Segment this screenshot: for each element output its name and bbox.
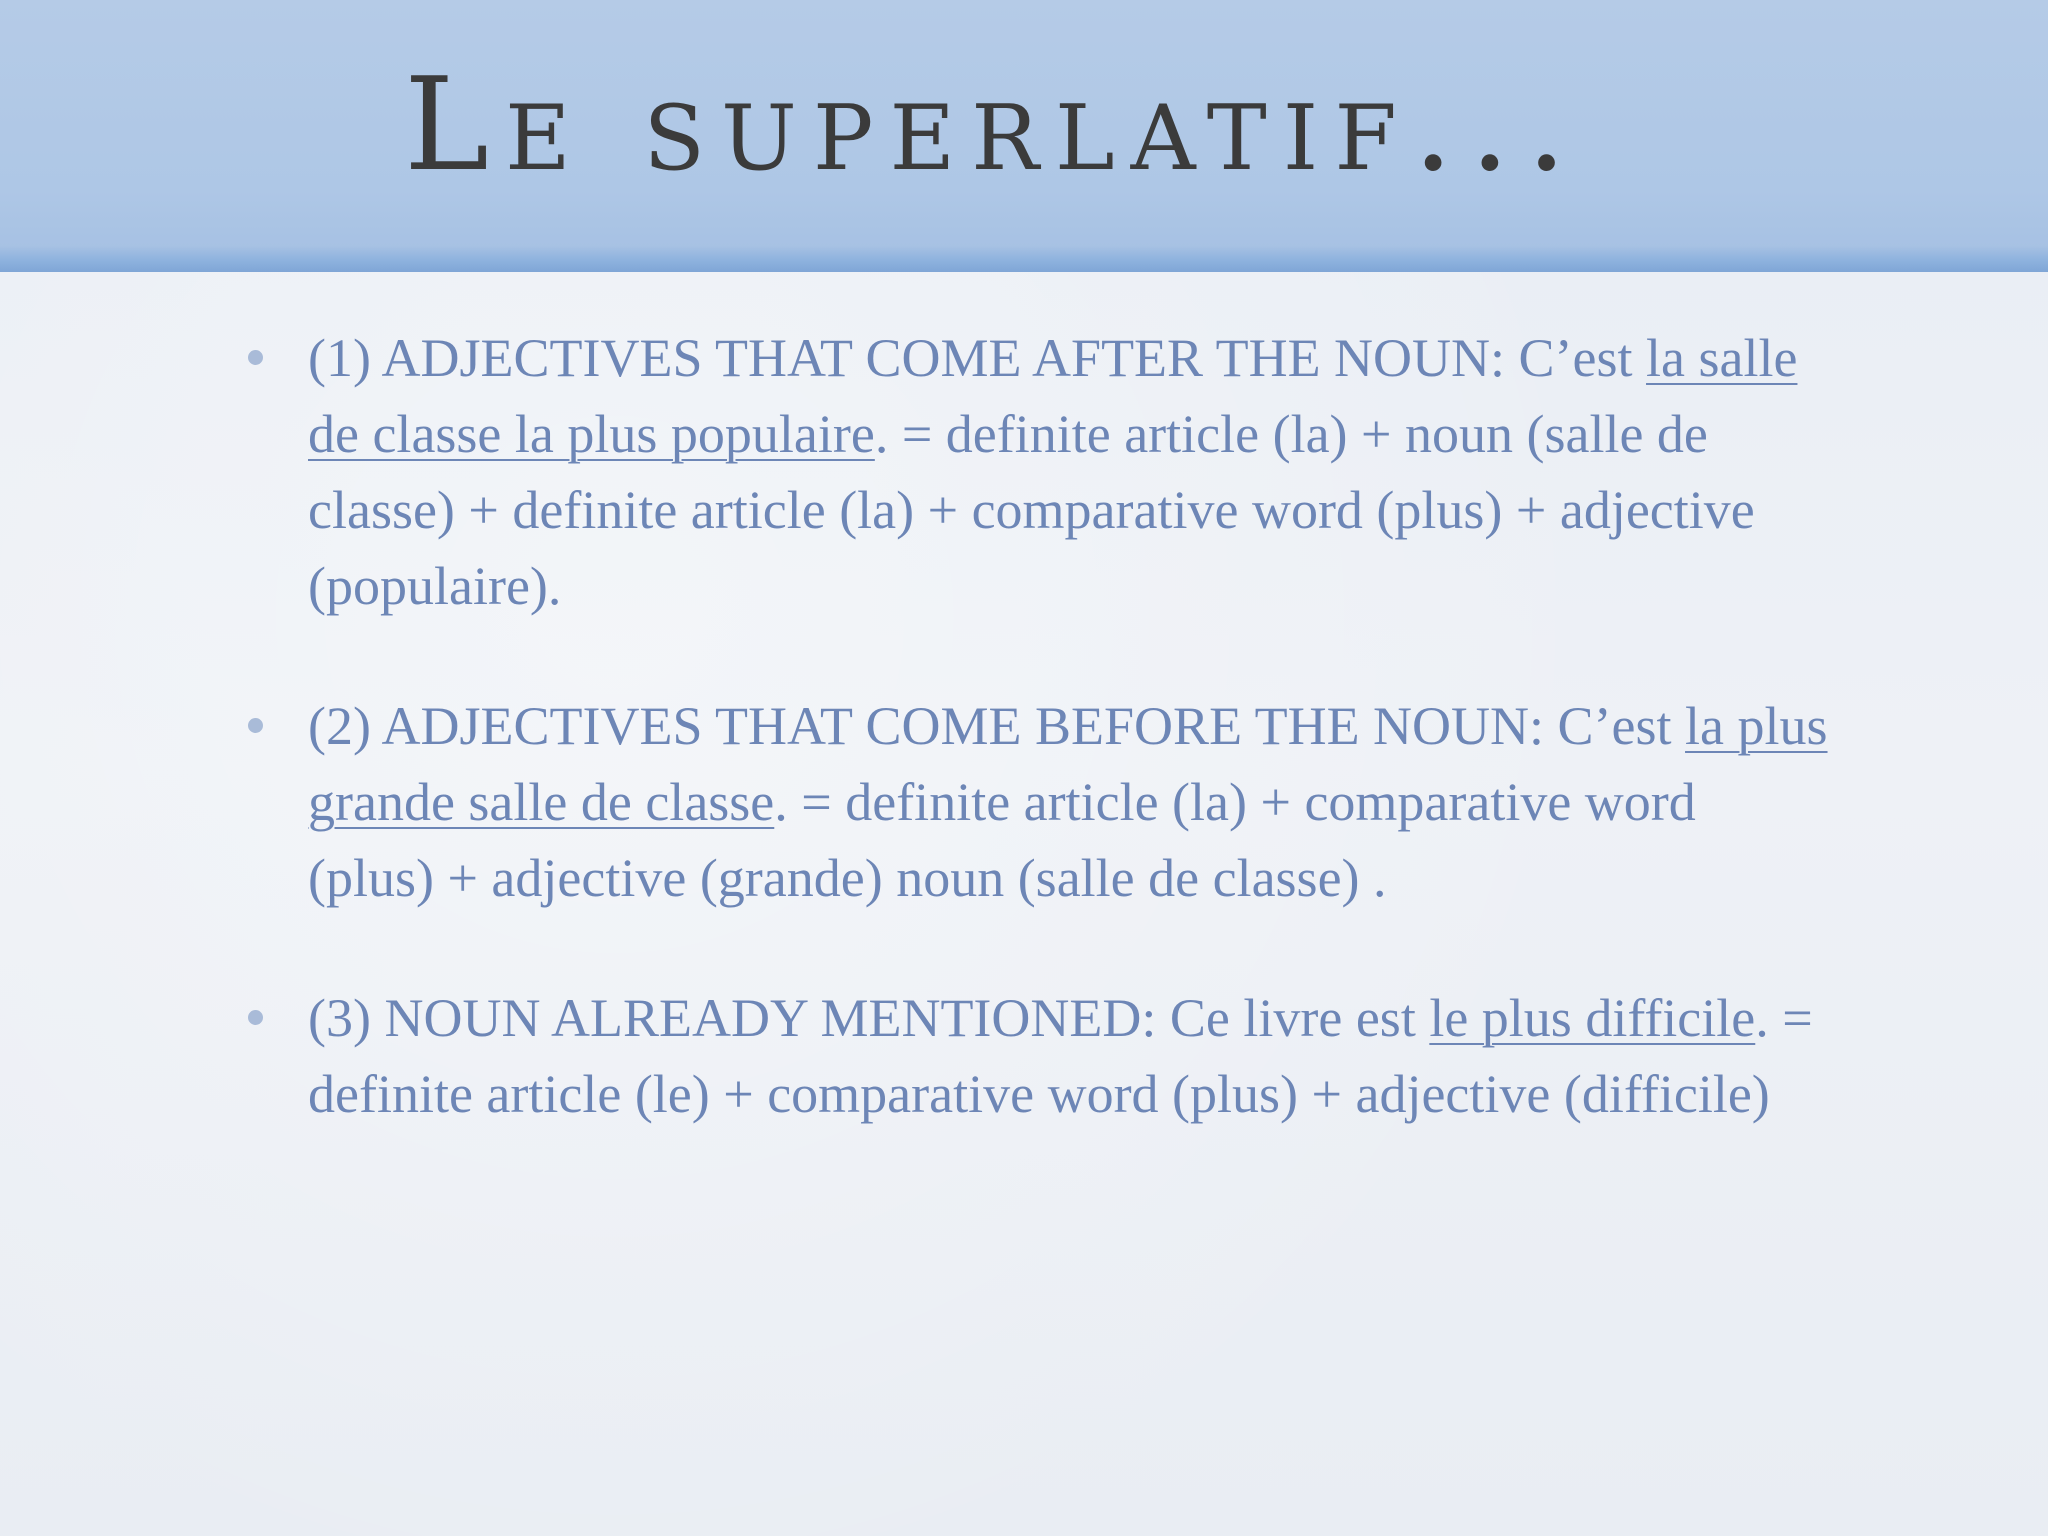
- bullet-dot-icon: [248, 350, 263, 365]
- bullet-text-explanation: . = definite article (le) + comparative word (plus) + adjective (difficile): [308, 988, 1813, 1124]
- bullet-text-lead: (1) ADJECTIVES THAT COME AFTER THE NOUN: C’est: [308, 328, 1647, 388]
- slide-title: Le superlatif...: [404, 51, 1583, 200]
- bullet-item-2: [248, 688, 1828, 916]
- bullet-example-underlined: la plus grande salle de classe: [308, 696, 1828, 832]
- bullet-text-lead: (3) NOUN ALREADY MENTIONED: Ce livre est: [308, 988, 1430, 1048]
- bullet-example-underlined: le plus difficile: [1429, 988, 1756, 1048]
- bullet-dot-icon: [248, 1010, 263, 1025]
- bullet-text-explanation: . = definite article (la) + noun (salle de classe) + definite article (la) + comparative word (plus) + adjective (populaire).: [308, 404, 1755, 616]
- bullet-example-underlined: la salle de classe la plus populaire: [308, 328, 1798, 464]
- bullet-item-3: [248, 980, 1828, 1132]
- bullet-text-lead: (2) ADJECTIVES THAT COME BEFORE THE NOUN: C’est: [308, 696, 1686, 756]
- bullet-text-explanation: . = definite article (la) + comparative word (plus) + adjective (grande) noun (salle de classe) .: [308, 772, 1696, 908]
- bullet-dot-icon: [248, 718, 263, 733]
- bullet-list: [248, 320, 1828, 1196]
- bullet-item-1: [248, 320, 1828, 624]
